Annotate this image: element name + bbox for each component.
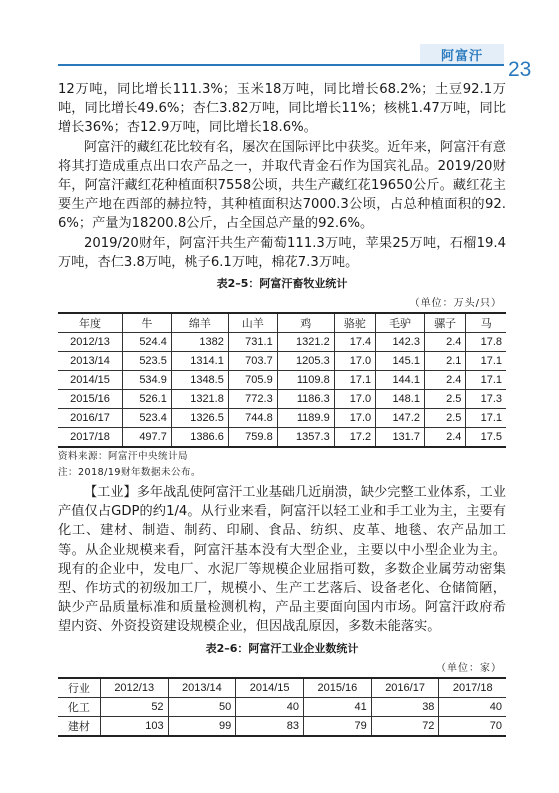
- table-cell: 17.5: [466, 428, 506, 448]
- table-cell: 142.3: [376, 333, 425, 352]
- row-header-cell: 2015/16: [58, 390, 123, 409]
- table-row: [58, 716, 506, 736]
- row-header-cell: 2012/13: [58, 333, 123, 352]
- table-cell: 1205.3: [277, 352, 334, 371]
- column-header: 马: [466, 313, 506, 333]
- table-cell: 17.0: [334, 352, 375, 371]
- table-cell: 1186.3: [277, 390, 334, 409]
- paragraph-fruits: 2019/20财年，阿富汗共生产葡萄111.3万吨，苹果25万吨，石榴19.4万吨，杏仁3.8万吨，桃子6.1万吨，棉花7.3万吨。: [58, 235, 506, 270]
- column-header: 2014/15: [236, 678, 304, 698]
- column-header: 2013/14: [168, 678, 236, 698]
- table-cell: 2.4: [424, 371, 465, 390]
- table-cell: 523.5: [123, 352, 172, 371]
- table1-note: 注：2018/19财年数据未公布。: [58, 467, 201, 479]
- table-row: [58, 390, 506, 409]
- table-cell: 17.0: [334, 390, 375, 409]
- table-cell: 524.4: [123, 333, 172, 352]
- column-header: 2017/18: [439, 678, 506, 698]
- table1-unit: （单位：万头/只）: [409, 298, 502, 310]
- column-header: 毛驴: [376, 313, 425, 333]
- table-cell: 1386.6: [171, 428, 228, 448]
- table-cell: 744.8: [228, 409, 277, 428]
- table-cell: 703.7: [228, 352, 277, 371]
- table2-unit: （单位：家）: [436, 662, 502, 674]
- table-cell: 17.3: [466, 390, 506, 409]
- table-cell: 2.1: [424, 352, 465, 371]
- table-row: [58, 371, 506, 390]
- table-cell: 41: [304, 697, 372, 716]
- table-cell: 79: [304, 716, 372, 736]
- paragraph-saffron: 阿富汗的藏红花比较有名，屡次在国际评比中获奖。近年来，阿富汗有意将其打造成重点出口农产品之一，并取代青金石作为国宾礼品。2019/20财年，阿富汗藏红花种植面积7558公顷，共生产藏红花19650公斤。藏红花主要生产地在西部的赫拉特，其种植面积达7000.3公顷，占总种植面积的92.6%；产量为18200.8公斤，占全国总产量的92.6%。: [58, 139, 506, 232]
- table-cell: 1109.8: [277, 371, 334, 390]
- column-header: 2016/17: [371, 678, 439, 698]
- table-cell: 148.1: [376, 390, 425, 409]
- table-cell: 17.1: [466, 352, 506, 371]
- table-cell: 38: [371, 697, 439, 716]
- paragraph-crops: 12万吨，同比增长111.3%；玉米18万吨，同比增长68.2%；土豆92.1万吨，同比增长49.6%；杏仁3.82万吨，同比增长11%；核桃1.47万吨，同比增长36%；杏12.9万吨，同比增长18.6%。: [58, 82, 506, 136]
- table-cell: 17.4: [334, 333, 375, 352]
- table1-source: 资料来源：阿富汗中央统计局: [58, 451, 189, 463]
- table-cell: 759.8: [228, 428, 277, 448]
- table-cell: 17.1: [466, 371, 506, 390]
- table-cell: 523.4: [123, 409, 172, 428]
- column-header: 骆驼: [334, 313, 375, 333]
- table-cell: 1357.3: [277, 428, 334, 448]
- table-cell: 705.9: [228, 371, 277, 390]
- table-cell: 1326.5: [171, 409, 228, 428]
- table-cell: 2.4: [424, 333, 465, 352]
- section-title: 阿富汗: [420, 44, 504, 64]
- table-cell: 1348.5: [171, 371, 228, 390]
- table-cell: 40: [236, 697, 304, 716]
- table-cell: 1321.8: [171, 390, 228, 409]
- table-cell: 50: [168, 697, 236, 716]
- table-cell: 70: [439, 716, 506, 736]
- table-cell: 2.5: [424, 409, 465, 428]
- table-cell: 17.1: [334, 371, 375, 390]
- paragraph-industry: 【工业】多年战乱使阿富汗工业基础几近崩溃，缺少完整工业体系，工业产值仅占GDP的约1/4。从行业来看，阿富汗以轻工业和手工业为主，主要有化工、建材、制造、制药、印刷、食品、纺织、皮革、地毯、农产品加工等。从企业规模来看，阿富汗基本没有大型企业，主要以中小型企业为主。现有的企业中，发电厂、水泥厂等规模企业屈指可数，多数企业属劳动密集型、作坊式的初级加工厂，规模小、生产工艺落后、设备老化、仓储简陋，缺少产品质量标准和质量检测机构，产品主要面向国内市场。阿富汗政府希望内资、外资投资建设规模企业，但因战乱原因，多数未能落实。: [58, 485, 506, 635]
- table-cell: 1189.9: [277, 409, 334, 428]
- table-cell: 52: [100, 697, 168, 716]
- table-cell: 731.1: [228, 333, 277, 352]
- table-cell: 72: [371, 716, 439, 736]
- table-row: [58, 428, 506, 448]
- column-header: 绵羊: [171, 313, 228, 333]
- table-cell: 131.7: [376, 428, 425, 448]
- table-cell: 17.0: [334, 409, 375, 428]
- industry-table: [58, 677, 506, 737]
- row-header-cell: 2014/15: [58, 371, 123, 390]
- column-header: 鸡: [277, 313, 334, 333]
- table-cell: 147.2: [376, 409, 425, 428]
- table-row: [58, 352, 506, 371]
- column-header: 骡子: [424, 313, 465, 333]
- table-cell: 526.1: [123, 390, 172, 409]
- table-row: [58, 409, 506, 428]
- column-header: 2015/16: [304, 678, 372, 698]
- table-cell: 99: [168, 716, 236, 736]
- row-header-cell: 2013/14: [58, 352, 123, 371]
- livestock-table: [58, 312, 506, 448]
- row-header-cell: 2016/17: [58, 409, 123, 428]
- table-cell: 1382: [171, 333, 228, 352]
- column-header: 年度: [58, 313, 123, 333]
- table1-caption: 表2–5：阿富汗畜牧业统计: [216, 277, 348, 291]
- row-header-cell: 建材: [58, 716, 100, 736]
- page-number: 23: [508, 58, 532, 81]
- table-cell: 534.9: [123, 371, 172, 390]
- table-cell: 83: [236, 716, 304, 736]
- table-cell: 2.5: [424, 390, 465, 409]
- table-cell: 17.8: [466, 333, 506, 352]
- column-header: 山羊: [228, 313, 277, 333]
- table2-caption: 表2–6：阿富汗工业企业数统计: [205, 641, 359, 655]
- table-row: [58, 697, 506, 716]
- header-rule: [58, 64, 504, 66]
- table-cell: 17.2: [334, 428, 375, 448]
- table-cell: 144.1: [376, 371, 425, 390]
- row-header-cell: 化工: [58, 697, 100, 716]
- table-cell: 40: [439, 697, 506, 716]
- table-cell: 145.1: [376, 352, 425, 371]
- table-cell: 2.4: [424, 428, 465, 448]
- table-cell: 1314.1: [171, 352, 228, 371]
- table-cell: 103: [100, 716, 168, 736]
- column-header: 2012/13: [100, 678, 168, 698]
- page-body: [58, 80, 506, 737]
- table-cell: 17.1: [466, 409, 506, 428]
- row-header-cell: 2017/18: [58, 428, 123, 448]
- table-cell: 497.7: [123, 428, 172, 448]
- column-header: 牛: [123, 313, 172, 333]
- column-header: 行业: [58, 678, 100, 698]
- table-cell: 772.3: [228, 390, 277, 409]
- table-row: [58, 333, 506, 352]
- table-cell: 1321.2: [277, 333, 334, 352]
